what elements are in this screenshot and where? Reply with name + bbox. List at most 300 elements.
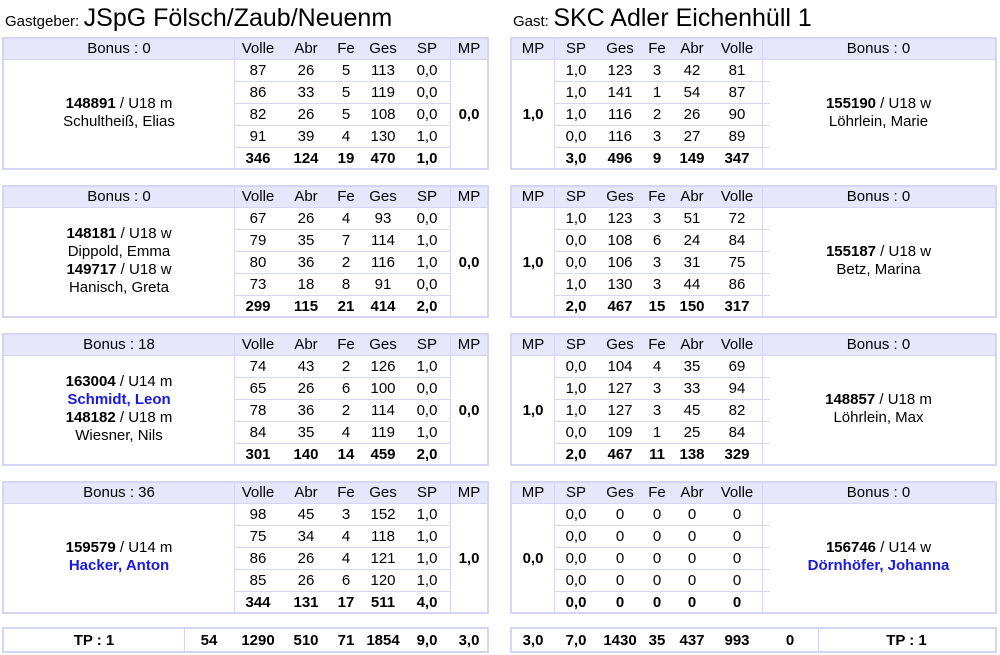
guest-total-fe: 35 (648, 632, 666, 649)
column-header-fe: Fe (648, 188, 666, 205)
column-header-volle: Volle (241, 188, 275, 205)
guest-score-cell-sp: 1,0 (565, 106, 587, 123)
home-sum-cell-fe: 17 (337, 594, 355, 611)
guest-score-cell-sp: 1,0 (565, 402, 587, 419)
home-sum-cell-ges: 511 (370, 594, 396, 611)
column-header-sp: SP (565, 40, 586, 57)
column-header-ges: Ges (606, 484, 634, 501)
guest-score-cell-abr: 24 (683, 232, 701, 249)
column-header-volle: Volle (720, 336, 754, 353)
guest-score-cell-ges: 109 (607, 424, 633, 441)
home-score-cell-ges: 91 (374, 276, 392, 293)
column-header-ges: Ges (369, 188, 397, 205)
guest-sum-cell-abr: 0 (687, 594, 697, 611)
home-score-cell-volle: 67 (249, 210, 267, 227)
home-sum-cell-sp: 4,0 (416, 594, 438, 611)
guest-score-cell-sp: 0,0 (565, 128, 587, 145)
home-score-cell-volle: 98 (249, 506, 267, 523)
guest-score-cell-abr: 54 (683, 84, 701, 101)
player-class: / U18 m (115, 409, 173, 426)
guest-score-cell-ges: 0 (615, 550, 625, 567)
home-score-cell-sp: 0,0 (416, 106, 438, 123)
home-score-cell-sp: 1,0 (416, 506, 438, 523)
player-id-line (4, 95, 234, 113)
home-total-fe: 71 (337, 632, 355, 649)
guest-score-cell-abr: 33 (683, 380, 701, 397)
column-header-mp: MP (457, 40, 481, 57)
guest-score-cell-sp: 0,0 (565, 254, 587, 271)
guest-score-cell-volle: 69 (728, 358, 746, 375)
guest-score-cell-fe: 4 (652, 358, 662, 375)
guest-score-cell-ges: 116 (608, 106, 632, 123)
guest-score-cell-ges: 106 (607, 254, 633, 271)
home-score-cell-sp: 0,0 (416, 84, 438, 101)
home-score-cell-ges: 119 (371, 84, 395, 101)
guest-total-bonus: 0 (785, 632, 795, 649)
home-score-cell-sp: 1,0 (416, 550, 438, 567)
guest-score-cell-fe: 3 (652, 62, 662, 79)
guest-sum-cell-volle: 317 (724, 298, 750, 315)
guest-score-cell-abr: 51 (683, 210, 701, 227)
player-id: 156746 (825, 539, 877, 556)
home-score-cell-fe: 5 (341, 84, 351, 101)
home-score-cell-fe: 3 (341, 506, 351, 523)
guest-sum-cell-abr: 138 (679, 446, 705, 463)
guest-score-cell-ges: 116 (608, 128, 632, 145)
home-sum-cell-ges: 470 (370, 150, 396, 167)
guest-sum-cell-fe: 11 (649, 446, 665, 463)
home-match-points: 0,0 (458, 254, 480, 271)
home-total-tp: TP : 1 (73, 632, 115, 649)
column-header-mp: MP (457, 188, 481, 205)
player-name: Löhrlein, Marie (828, 113, 929, 130)
home-score-cell-ges: 152 (370, 506, 396, 523)
column-header-abr: Abr (294, 484, 318, 501)
guest-sum-cell-sp: 2,0 (565, 446, 587, 463)
guest-score-cell-fe: 6 (652, 232, 662, 249)
home-score-cell-fe: 2 (341, 358, 351, 375)
home-score-cell-fe: 4 (341, 550, 351, 567)
guest-score-cell-sp: 0,0 (565, 424, 587, 441)
column-header-sp: SP (565, 336, 586, 353)
column-header-abr: Abr (294, 188, 318, 205)
home-bonus-label: Bonus : 36 (83, 484, 155, 501)
player-id: 149717 (66, 261, 117, 278)
home-match-points: 0,0 (458, 402, 480, 419)
guest-score-cell-volle: 0 (732, 528, 742, 545)
home-score-cell-volle: 74 (249, 358, 267, 375)
home-score-cell-abr: 36 (297, 254, 315, 271)
column-header-ges: Ges (606, 336, 634, 353)
home-score-cell-volle: 75 (249, 528, 267, 545)
guest-total-mp: 3,0 (522, 632, 544, 649)
guest-header-row (512, 39, 995, 59)
home-score-cell-ges: 113 (371, 62, 395, 79)
guest-score-cell-fe: 3 (652, 210, 662, 227)
column-header-volle: Volle (241, 336, 275, 353)
guest-score-cell-fe: 1 (652, 84, 662, 101)
guest-sum-cell-ges: 467 (607, 298, 633, 315)
player-class: / U14 m (115, 539, 173, 556)
home-team-name: JSpG Fölsch/Zaub/Neuenm (83, 4, 393, 32)
column-header-abr: Abr (680, 40, 704, 57)
column-header-mp: MP (521, 336, 545, 353)
guest-score-cell-fe: 3 (652, 128, 662, 145)
player-class: / U14 m (115, 373, 173, 390)
home-match-block (2, 333, 489, 466)
player-id-line (762, 95, 995, 113)
home-score-cell-abr: 36 (297, 402, 315, 419)
column-header-mp: MP (457, 484, 481, 501)
guest-score-cell-fe: 0 (652, 506, 662, 523)
home-score-cell-ges: 114 (371, 402, 395, 419)
guest-score-cell-abr: 0 (687, 506, 697, 523)
guest-match-points: 0,0 (522, 550, 544, 567)
guest-score-cell-volle: 0 (732, 550, 742, 567)
guest-score-cell-sp: 1,0 (565, 380, 587, 397)
guest-sum-cell-ges: 496 (607, 150, 633, 167)
home-score-cell-abr: 26 (297, 62, 315, 79)
player-id-line (4, 539, 234, 557)
column-header-sp: SP (565, 484, 586, 501)
home-score-cell-volle: 73 (249, 276, 267, 293)
player-class: / U18 w (116, 225, 172, 242)
home-sum-cell-volle: 344 (245, 594, 271, 611)
home-sum-cell-abr: 131 (293, 594, 319, 611)
guest-score-cell-ges: 0 (615, 572, 625, 589)
column-header-abr: Abr (680, 188, 704, 205)
home-score-cell-volle: 79 (249, 232, 267, 249)
home-score-cell-sp: 0,0 (416, 380, 438, 397)
column-header-abr: Abr (680, 336, 704, 353)
guest-score-cell-sp: 1,0 (565, 84, 587, 101)
guest-score-cell-fe: 3 (652, 380, 662, 397)
home-score-cell-ges: 116 (371, 254, 395, 271)
guest-score-cell-volle: 75 (728, 254, 746, 271)
guest-score-cell-sp: 0,0 (565, 232, 587, 249)
home-sum-cell-sp: 2,0 (416, 446, 438, 463)
guest-score-cell-abr: 45 (683, 402, 701, 419)
guest-score-cell-ges: 123 (607, 210, 633, 227)
home-total-mp: 3,0 (458, 632, 480, 649)
home-header-row (4, 39, 487, 59)
home-score-cell-ges: 118 (371, 528, 395, 545)
home-sum-cell-fe: 19 (337, 150, 355, 167)
home-header-row (4, 187, 487, 207)
player-id: 148857 (825, 391, 876, 408)
home-match-points: 0,0 (458, 106, 480, 123)
home-score-cell-ges: 108 (370, 106, 396, 123)
guest-bonus-label: Bonus : 0 (846, 188, 911, 205)
player-class: / U14 w (876, 539, 932, 556)
home-player-info (4, 373, 234, 445)
guest-score-cell-sp: 0,0 (565, 550, 587, 567)
player-name: Hanisch, Greta (68, 279, 170, 296)
guest-score-cell-ges: 127 (607, 380, 633, 397)
guest-score-cell-abr: 26 (683, 106, 701, 123)
guest-header-row (512, 483, 995, 503)
guest-score-cell-ges: 127 (607, 402, 633, 419)
guest-match-block (510, 185, 997, 318)
guest-player-info (762, 95, 995, 131)
home-score-cell-abr: 18 (297, 276, 315, 293)
home-score-cell-fe: 7 (341, 232, 351, 249)
column-header-mp: MP (457, 336, 481, 353)
home-score-cell-abr: 26 (297, 106, 315, 123)
column-header-volle: Volle (241, 484, 275, 501)
column-header-volle: Volle (720, 40, 754, 57)
guest-score-cell-sp: 1,0 (565, 276, 587, 293)
guest-sum-cell-sp: 0,0 (565, 594, 587, 611)
home-score-cell-fe: 4 (341, 424, 351, 441)
guest-score-cell-fe: 3 (652, 276, 662, 293)
guest-sum-cell-volle: 329 (724, 446, 750, 463)
guest-score-cell-abr: 44 (683, 276, 701, 293)
home-score-cell-volle: 82 (249, 106, 267, 123)
home-score-cell-sp: 0,0 (416, 210, 438, 227)
guest-score-cell-abr: 0 (687, 528, 697, 545)
player-id-line (4, 373, 234, 391)
home-label: Gastgeber: (5, 13, 80, 30)
guest-sum-cell-volle: 347 (724, 150, 750, 167)
guest-match-points: 1,0 (522, 106, 544, 123)
home-score-cell-fe: 5 (341, 62, 351, 79)
column-header-fe: Fe (648, 484, 666, 501)
player-name[interactable]: Schmidt, Leon (67, 391, 171, 408)
column-header-abr: Abr (294, 40, 318, 57)
player-class: / U18 w (116, 261, 172, 278)
guest-score-cell-volle: 86 (728, 276, 746, 293)
guest-player-info (762, 539, 995, 575)
home-score-cell-abr: 26 (297, 550, 315, 567)
home-score-cell-abr: 26 (297, 572, 315, 589)
home-score-cell-volle: 84 (249, 424, 267, 441)
guest-sum-cell-fe: 15 (648, 298, 666, 315)
column-header-sp: SP (416, 40, 437, 57)
guest-score-cell-fe: 0 (652, 572, 662, 589)
home-player-info (4, 225, 234, 297)
column-header-fe: Fe (337, 484, 355, 501)
guest-score-cell-volle: 89 (728, 128, 746, 145)
player-id-line (4, 225, 234, 243)
guest-score-cell-fe: 2 (652, 106, 662, 123)
home-header-row (4, 483, 487, 503)
guest-score-cell-sp: 0,0 (565, 528, 587, 545)
guest-sum-cell-ges: 0 (615, 594, 625, 611)
guest-score-cell-abr: 35 (683, 358, 701, 375)
player-id-line (4, 409, 234, 427)
home-bonus-label: Bonus : 0 (87, 40, 151, 57)
home-sum-cell-volle: 299 (245, 298, 271, 315)
column-header-ges: Ges (606, 188, 634, 205)
player-name: Betz, Marina (836, 261, 921, 278)
home-score-cell-abr: 26 (297, 380, 315, 397)
guest-score-cell-sp: 1,0 (565, 62, 587, 79)
home-match-points: 1,0 (458, 550, 480, 567)
column-header-ges: Ges (369, 484, 397, 501)
home-score-cell-volle: 65 (249, 380, 267, 397)
guest-bonus-label: Bonus : 0 (846, 40, 911, 57)
home-score-cell-sp: 1,0 (416, 128, 438, 145)
guest-score-cell-ges: 141 (607, 84, 633, 101)
home-sum-cell-ges: 459 (370, 446, 396, 463)
home-score-cell-sp: 1,0 (416, 232, 438, 249)
guest-total-sp: 7,0 (565, 632, 587, 649)
column-header-abr: Abr (294, 336, 318, 353)
home-score-cell-ges: 126 (370, 358, 396, 375)
guest-score-cell-abr: 0 (687, 572, 697, 589)
home-score-cell-ges: 120 (370, 572, 396, 589)
home-score-cell-sp: 0,0 (416, 402, 438, 419)
column-header-mp: MP (521, 188, 545, 205)
guest-team-name: SKC Adler Eichenhüll 1 (553, 4, 812, 32)
guest-score-cell-volle: 87 (728, 84, 746, 101)
home-score-cell-volle: 78 (249, 402, 267, 419)
column-header-fe: Fe (337, 336, 355, 353)
home-score-cell-ges: 114 (371, 232, 395, 249)
home-score-cell-sp: 0,0 (416, 62, 438, 79)
home-score-cell-abr: 34 (297, 528, 315, 545)
home-score-cell-sp: 1,0 (416, 528, 438, 545)
player-id-line (762, 391, 995, 409)
home-score-cell-abr: 39 (297, 128, 315, 145)
home-sum-cell-abr: 140 (293, 446, 319, 463)
home-score-cell-volle: 85 (249, 572, 267, 589)
guest-totals-row (510, 627, 997, 653)
guest-score-cell-ges: 104 (607, 358, 633, 375)
home-score-cell-ges: 130 (370, 128, 396, 145)
guest-score-cell-fe: 1 (652, 424, 662, 441)
home-score-cell-sp: 0,0 (416, 276, 438, 293)
column-header-sp: SP (416, 336, 437, 353)
guest-player-info (762, 243, 995, 279)
guest-score-cell-sp: 0,0 (565, 358, 587, 375)
guest-score-cell-ges: 130 (607, 276, 633, 293)
home-sum-cell-volle: 301 (245, 446, 271, 463)
guest-sum-cell-abr: 149 (679, 150, 705, 167)
guest-score-cell-volle: 84 (728, 232, 746, 249)
player-id: 148181 (66, 225, 117, 242)
column-header-fe: Fe (648, 336, 666, 353)
home-sum-cell-abr: 115 (293, 298, 319, 315)
player-name: Dippold, Emma (67, 243, 171, 260)
home-score-cell-abr: 26 (297, 210, 315, 227)
home-match-block (2, 185, 489, 318)
home-score-cell-sp: 1,0 (416, 572, 438, 589)
home-score-cell-fe: 8 (341, 276, 351, 293)
player-id-line (762, 539, 995, 557)
guest-match-points: 1,0 (522, 402, 544, 419)
home-score-cell-ges: 121 (370, 550, 396, 567)
player-class: / U18 m (115, 95, 173, 112)
player-class: / U18 w (876, 95, 932, 112)
guest-sum-cell-volle: 0 (732, 594, 742, 611)
home-score-cell-fe: 4 (341, 128, 351, 145)
player-name: Löhrlein, Max (833, 409, 924, 426)
home-sum-cell-fe: 21 (337, 298, 355, 315)
guest-score-cell-fe: 0 (652, 550, 662, 567)
guest-bonus-label: Bonus : 0 (846, 484, 911, 501)
home-sum-cell-ges: 414 (370, 298, 396, 315)
home-total-ges: 1854 (366, 632, 400, 649)
home-score-cell-abr: 45 (297, 506, 315, 523)
guest-total-abr: 437 (679, 632, 705, 649)
player-id: 163004 (65, 373, 116, 390)
guest-score-cell-sp: 0,0 (565, 506, 587, 523)
player-id: 148891 (65, 95, 116, 112)
home-totals-row (2, 627, 489, 653)
guest-score-cell-abr: 31 (683, 254, 701, 271)
home-score-cell-fe: 6 (341, 572, 351, 589)
home-total-volle: 1290 (241, 632, 275, 649)
guest-match-points: 1,0 (522, 254, 544, 271)
home-score-cell-abr: 43 (297, 358, 315, 375)
guest-score-cell-volle: 84 (728, 424, 746, 441)
column-header-ges: Ges (606, 40, 634, 57)
guest-score-cell-volle: 82 (728, 402, 746, 419)
player-name: Schultheiß, Elias (63, 113, 175, 130)
home-score-cell-volle: 91 (249, 128, 267, 145)
home-sum-cell-fe: 14 (337, 446, 355, 463)
player-name[interactable]: Dörnhöfer, Johanna (807, 557, 950, 574)
guest-bonus-label: Bonus : 0 (846, 336, 911, 353)
home-sum-cell-sp: 1,0 (416, 150, 438, 167)
guest-score-cell-abr: 42 (683, 62, 701, 79)
guest-match-block (510, 37, 997, 170)
column-header-abr: Abr (680, 484, 704, 501)
home-total-abr: 510 (293, 632, 319, 649)
home-score-cell-sp: 1,0 (416, 358, 438, 375)
guest-sum-cell-fe: 9 (652, 150, 662, 167)
guest-score-cell-ges: 108 (607, 232, 633, 249)
player-name[interactable]: Hacker, Anton (68, 557, 170, 574)
guest-score-cell-abr: 0 (687, 550, 697, 567)
player-id: 155190 (825, 95, 877, 112)
home-score-cell-volle: 86 (249, 550, 267, 567)
home-total-sp: 9,0 (416, 632, 438, 649)
guest-sum-cell-abr: 150 (679, 298, 705, 315)
column-header-volle: Volle (720, 188, 754, 205)
column-header-sp: SP (416, 188, 437, 205)
guest-sum-cell-sp: 2,0 (565, 298, 587, 315)
column-header-mp: MP (521, 484, 545, 501)
home-total-bonus: 54 (200, 632, 218, 649)
home-score-cell-sp: 1,0 (416, 424, 438, 441)
guest-score-cell-volle: 90 (728, 106, 746, 123)
home-player-info (4, 95, 234, 131)
home-bonus-label: Bonus : 18 (83, 336, 155, 353)
guest-score-cell-sp: 0,0 (565, 572, 587, 589)
player-id-line (762, 243, 995, 261)
player-id-line (4, 261, 234, 279)
home-score-cell-fe: 6 (341, 380, 351, 397)
guest-header-row (512, 335, 995, 355)
player-class: / U18 m (875, 391, 932, 408)
guest-score-cell-volle: 72 (728, 210, 746, 227)
home-score-cell-fe: 2 (341, 402, 351, 419)
home-score-cell-fe: 4 (341, 528, 351, 545)
guest-score-cell-fe: 3 (652, 402, 662, 419)
guest-score-cell-abr: 27 (683, 128, 701, 145)
home-match-block (2, 481, 489, 614)
column-header-sp: SP (565, 188, 586, 205)
home-match-block (2, 37, 489, 170)
column-header-fe: Fe (337, 188, 355, 205)
guest-score-cell-fe: 0 (652, 528, 662, 545)
home-sum-cell-volle: 346 (245, 150, 271, 167)
home-score-cell-ges: 100 (370, 380, 396, 397)
column-header-mp: MP (521, 40, 545, 57)
